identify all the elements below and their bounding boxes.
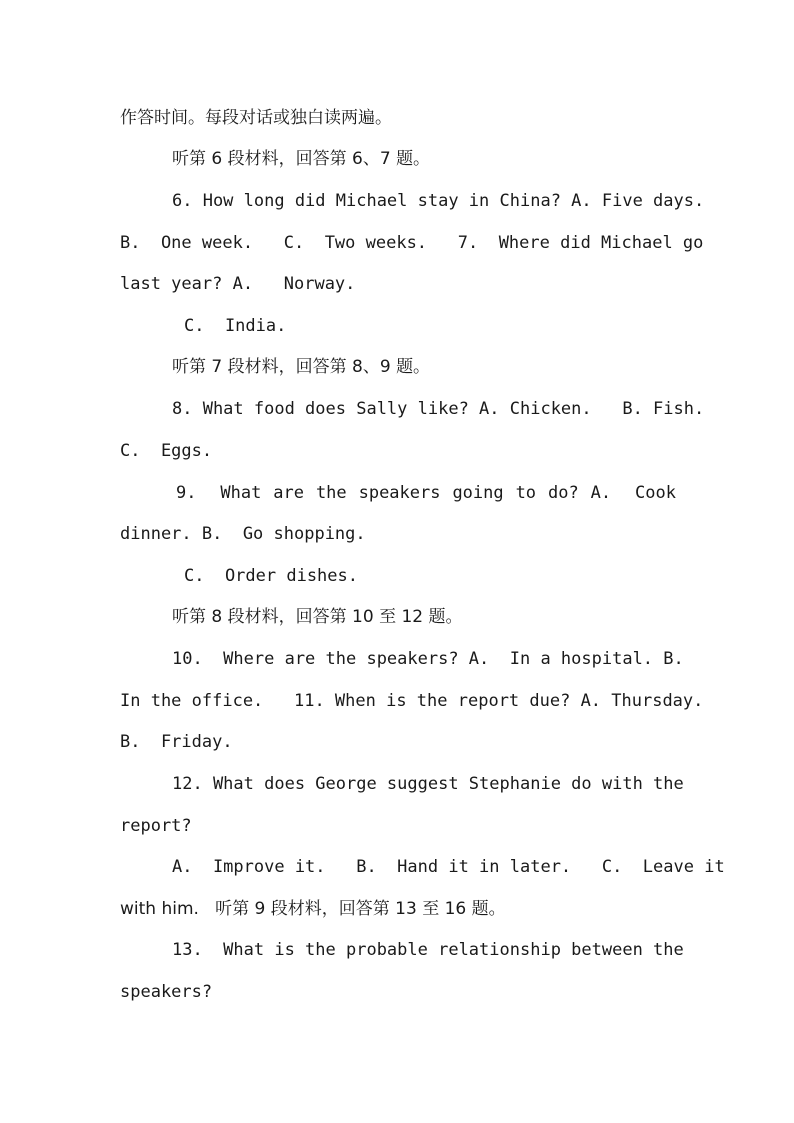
- section-heading-8: 听第 8 段材料，回答第 10 至 12 题。: [172, 607, 463, 627]
- question-10-11: In the office. 11. When is the report due? A. Thursday.: [120, 691, 704, 711]
- question-9: 9. What are the speakers going to do? A. Cook: [176, 483, 676, 503]
- question-8-option-c: C. Eggs.: [120, 441, 213, 461]
- question-9-options: dinner. B. Go shopping.: [120, 524, 366, 544]
- question-11-option-b: B. Friday.: [120, 732, 233, 752]
- section-heading-7: 听第 7 段材料，回答第 8、9 题。: [172, 357, 431, 377]
- question-10: 10. Where are the speakers? A. In a hospital. B.: [172, 649, 684, 669]
- question-9-option-c: C. Order dishes.: [184, 566, 358, 586]
- question-12-option-c-cont: with him. 听第 9 段材料，回答第 13 至 16 题。: [120, 899, 506, 919]
- section-heading-6: 听第 6 段材料，回答第 6、7 题。: [172, 149, 431, 169]
- question-13-cont: speakers?: [120, 982, 213, 1002]
- question-6: 6. How long did Michael stay in China? A. Five days.: [172, 191, 705, 211]
- question-12-cont: report?: [120, 816, 192, 836]
- text-line-1: 作答时间。每段对话或独白读两遍。: [120, 108, 392, 128]
- question-8: 8. What food does Sally like? A. Chicken. B. Fish.: [172, 399, 705, 419]
- question-7-option-a: last year? A. Norway.: [120, 274, 356, 294]
- question-12-options: A. Improve it. B. Hand it in later. C. Leave it: [172, 857, 725, 877]
- question-7-option-c: C. India.: [184, 316, 287, 336]
- question-13: 13. What is the probable relationship between the: [172, 940, 684, 960]
- question-6-options: B. One week. C. Two weeks. 7. Where did Michael go: [120, 233, 704, 253]
- question-12: 12. What does George suggest Stephanie do with the: [172, 774, 684, 794]
